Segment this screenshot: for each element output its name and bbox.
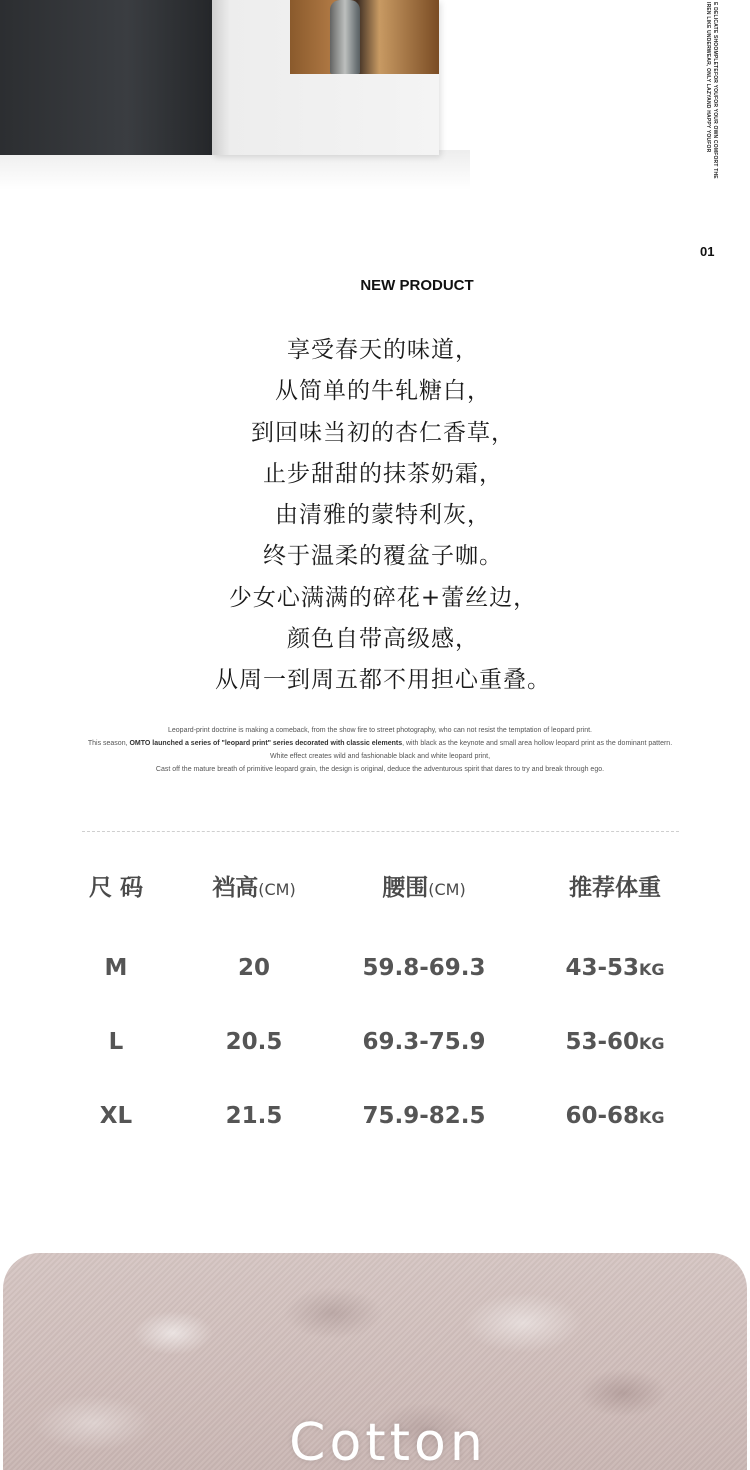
fabric-label: Cotton bbox=[289, 1413, 487, 1470]
weight-unit: KG bbox=[639, 960, 665, 979]
header-rise bbox=[190, 860, 318, 918]
poem-line: 从简单的牛轧糖白， bbox=[275, 378, 491, 405]
english-description bbox=[60, 724, 700, 776]
cell-waist: 75.9-82.5 bbox=[362, 1103, 486, 1129]
header-rise-unit: (CM) bbox=[258, 880, 296, 899]
poem-line: 少女心满满的碎花+蕾丝边， bbox=[228, 584, 538, 611]
section-heading: NEW PRODUCT bbox=[360, 277, 474, 294]
weight-unit: KG bbox=[639, 1108, 665, 1127]
english-line-2-bold: OMTO launched a series of "leopard print" series decorated with classic elements bbox=[129, 740, 403, 747]
english-line-2-suffix: , with black as the keynote and small area hollow leopard print as the dominant pattern. bbox=[402, 740, 673, 747]
dark-magazine-page bbox=[0, 0, 212, 155]
weight-value: 53-60 bbox=[565, 1029, 640, 1055]
dashed-divider bbox=[82, 831, 679, 832]
side-text-line-1: E DELICATE SHOOMPLETEFOR YOUFOR YOUR OWN COMFORT THE bbox=[712, 2, 718, 179]
cell-size: XL bbox=[99, 1103, 133, 1129]
english-line-2 bbox=[60, 737, 700, 750]
cell-size: L bbox=[108, 1029, 124, 1055]
header-size: 尺 码 bbox=[88, 875, 143, 901]
header-rise-label: 裆高 bbox=[212, 875, 259, 901]
poem-line: 终于温柔的覆盆子咖。 bbox=[263, 543, 503, 570]
cell-weight bbox=[540, 940, 690, 998]
header-waist bbox=[340, 860, 508, 918]
table-row bbox=[0, 1014, 750, 1088]
magazine-photo bbox=[0, 0, 470, 190]
poem-line: 享受春天的味道， bbox=[287, 337, 479, 363]
cotton-fabric-image bbox=[3, 1253, 747, 1470]
cell-weight bbox=[540, 1014, 690, 1072]
weight-unit: KG bbox=[639, 1034, 665, 1053]
photo-shadow bbox=[0, 150, 470, 190]
poem-line: 到回味当初的杏仁香草， bbox=[251, 419, 515, 446]
glass-bottle-image bbox=[330, 0, 360, 74]
poem-line: 由清雅的蒙特利灰， bbox=[275, 502, 491, 529]
header-waist-unit: (CM) bbox=[428, 880, 466, 899]
header-weight: 推荐体重 bbox=[569, 875, 661, 901]
cell-waist: 69.3-75.9 bbox=[362, 1029, 486, 1055]
side-text-line-2: IREN LIKE UNDERWEAR, ONLY LAZYAND HAPPY YOUFOR bbox=[705, 2, 711, 153]
cell-size: M bbox=[104, 955, 128, 981]
cell-rise: 20 bbox=[237, 955, 270, 981]
table-row bbox=[0, 940, 750, 1014]
poem-line: 颜色自带高级感， bbox=[287, 626, 479, 653]
weight-value: 43-53 bbox=[565, 955, 640, 981]
cell-rise: 20.5 bbox=[225, 1029, 283, 1055]
cell-weight bbox=[540, 1088, 690, 1146]
size-table-header bbox=[0, 860, 750, 940]
cell-waist: 59.8-69.3 bbox=[362, 955, 486, 981]
size-table bbox=[0, 860, 750, 1162]
cell-rise: 21.5 bbox=[225, 1103, 283, 1129]
header-waist-label: 腰围 bbox=[382, 875, 429, 901]
english-line-1: Leopard-print doctrine is making a comeback, from the show fire to street photography, who can not resist the temptation of leopard print. bbox=[168, 727, 592, 734]
weight-value: 60-68 bbox=[565, 1103, 640, 1129]
page-number: 01 bbox=[700, 244, 715, 259]
poem-line: 止步甜甜的抹茶奶霜， bbox=[263, 460, 503, 487]
table-row bbox=[0, 1088, 750, 1162]
poem-line: 从周一到周五都不用担心重叠。 bbox=[215, 667, 551, 694]
interior-photo bbox=[290, 0, 439, 74]
poem-block bbox=[0, 330, 750, 702]
english-line-4: Cast off the mature breath of primitive leopard grain, the design is original, deduce the adventurous spirit that dares to try and break through ego. bbox=[155, 766, 605, 773]
english-line-2-prefix: This season, bbox=[87, 740, 130, 747]
vertical-side-text bbox=[704, 2, 718, 202]
english-line-3: White effect creates wild and fashionable black and white leopard print, bbox=[269, 753, 491, 760]
